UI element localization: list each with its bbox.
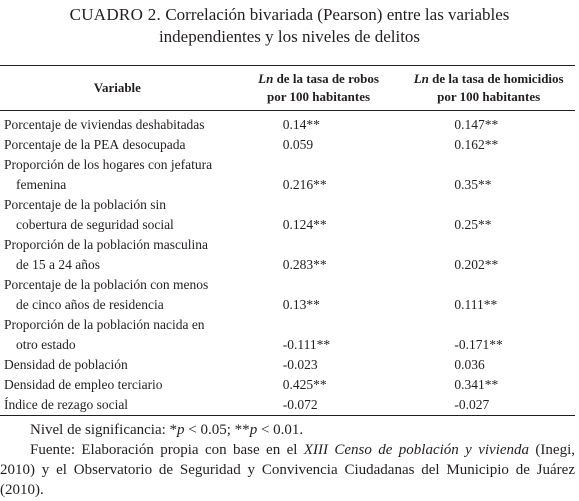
row-variable — [0, 155, 235, 195]
src-census-title: Censo de población y vivienda — [327, 442, 530, 458]
correlation-table — [0, 65, 575, 416]
table-row — [0, 135, 575, 155]
sig-prefix: Nivel de significancia: * — [30, 422, 178, 438]
row-value-robos: 0.216** — [282, 177, 327, 192]
row-value-robos: -0.072 — [282, 397, 318, 412]
sig-mid: < 0.05; ** — [184, 422, 250, 438]
src-census-numeral: XIII — [303, 442, 328, 458]
row-variable: Densidad de población — [4, 357, 128, 372]
table-row — [0, 275, 575, 315]
header-robos — [235, 66, 403, 111]
header-homicidios-ln: Ln — [413, 71, 429, 86]
row-variable — [0, 135, 235, 155]
row-variable — [0, 315, 235, 355]
row-variable-line-2: otro estado — [16, 337, 76, 352]
row-value-robos: -0.111** — [282, 337, 331, 352]
caption-label: CUADRO 2. — [69, 5, 162, 24]
table-row — [0, 355, 575, 375]
row-variable-line-1: Proporción de la población masculina — [4, 237, 208, 252]
row-variable-line-1: Proporción de los hogares con jefatura — [4, 157, 213, 172]
row-variable — [0, 235, 235, 275]
row-value-robos: 0.14** — [282, 117, 320, 132]
row-variable: Densidad de empleo terciario — [4, 377, 163, 392]
row-variable-abbr: PEA — [93, 137, 120, 152]
source-note — [0, 440, 575, 500]
row-value-homicidios: 0.202** — [454, 257, 499, 272]
header-homicidios-line-2: por 100 habitantes — [437, 89, 541, 104]
table-row — [0, 395, 575, 416]
row-value-robos: 0.13** — [282, 297, 320, 312]
sig-p2: p — [249, 422, 258, 438]
table-row — [0, 155, 575, 195]
row-value-homicidios: 0.111** — [454, 297, 498, 312]
row-variable-text: Porcentaje de la — [4, 137, 94, 152]
row-value-robos: -0.023 — [282, 357, 318, 372]
row-value-homicidios: 0.35** — [454, 177, 492, 192]
row-value-homicidios: 0.036 — [454, 357, 485, 372]
row-variable-line-1: Porcentaje de la población con menos — [4, 277, 209, 292]
row-variable-line-2: de cinco años de residencia — [16, 297, 164, 312]
row-variable: Porcentaje de viviendas deshabitadas — [4, 117, 205, 132]
caption-line-1 — [0, 4, 579, 26]
row-value-robos: 0.059 — [282, 137, 314, 152]
table-row — [0, 235, 575, 275]
table-row — [0, 315, 575, 355]
table-row — [0, 111, 575, 136]
row-value-homicidios: 0.162** — [454, 137, 499, 152]
header-homicidios-text: de la tasa de homicidios — [428, 71, 564, 86]
row-value-homicidios: 0.25** — [454, 217, 492, 232]
table-row — [0, 375, 575, 395]
row-variable-line-1: Porcentaje de la población sin — [4, 197, 166, 212]
src-rest: (Inegi, 2010) y el Observatorio de Seguridad y Convivencia Ciudadanas del Municipio de Juárez (2010). — [0, 442, 576, 498]
src-prefix: Fuente: Elaboración propia con base en el — [30, 442, 304, 458]
header-homicidios — [402, 66, 575, 111]
header-robos-text: de la tasa de robos — [273, 71, 379, 86]
table-caption — [0, 4, 579, 48]
row-variable-text-end: desocupada — [119, 137, 186, 152]
row-value-robos: 0.124** — [282, 217, 327, 232]
row-variable-line-2: de 15 a 24 años — [16, 257, 100, 272]
row-variable-line-2: cobertura de seguridad social — [16, 217, 174, 232]
table-notes — [0, 420, 575, 500]
table-header-row — [0, 66, 575, 111]
row-value-homicidios: -0.171** — [454, 337, 503, 352]
header-robos-line-2: por 100 habitantes — [267, 89, 371, 104]
row-value-homicidios: 0.341** — [454, 377, 499, 392]
caption-title-line-1: Correlación bivariada (Pearson) entre las variables — [165, 5, 510, 24]
header-robos-ln: Ln — [258, 71, 274, 86]
significance-note — [0, 420, 575, 440]
sig-p1: p — [177, 422, 185, 438]
caption-title-line-2: independientes y los niveles de delitos — [158, 27, 421, 46]
row-value-homicidios: -0.027 — [454, 397, 490, 412]
row-value-robos: 0.425** — [282, 377, 327, 392]
row-value-homicidios: 0.147** — [454, 117, 499, 132]
row-variable-line-2: femenina — [16, 177, 67, 192]
header-variable: Variable — [93, 80, 141, 95]
row-variable: Índice de rezago social — [4, 397, 129, 412]
row-variable-line-1: Proporción de la población nacida en — [4, 317, 205, 332]
sig-end: < 0.01. — [257, 422, 304, 438]
row-value-robos: 0.283** — [282, 257, 327, 272]
table-row — [0, 195, 575, 235]
row-variable — [0, 275, 235, 315]
row-variable — [0, 195, 235, 235]
